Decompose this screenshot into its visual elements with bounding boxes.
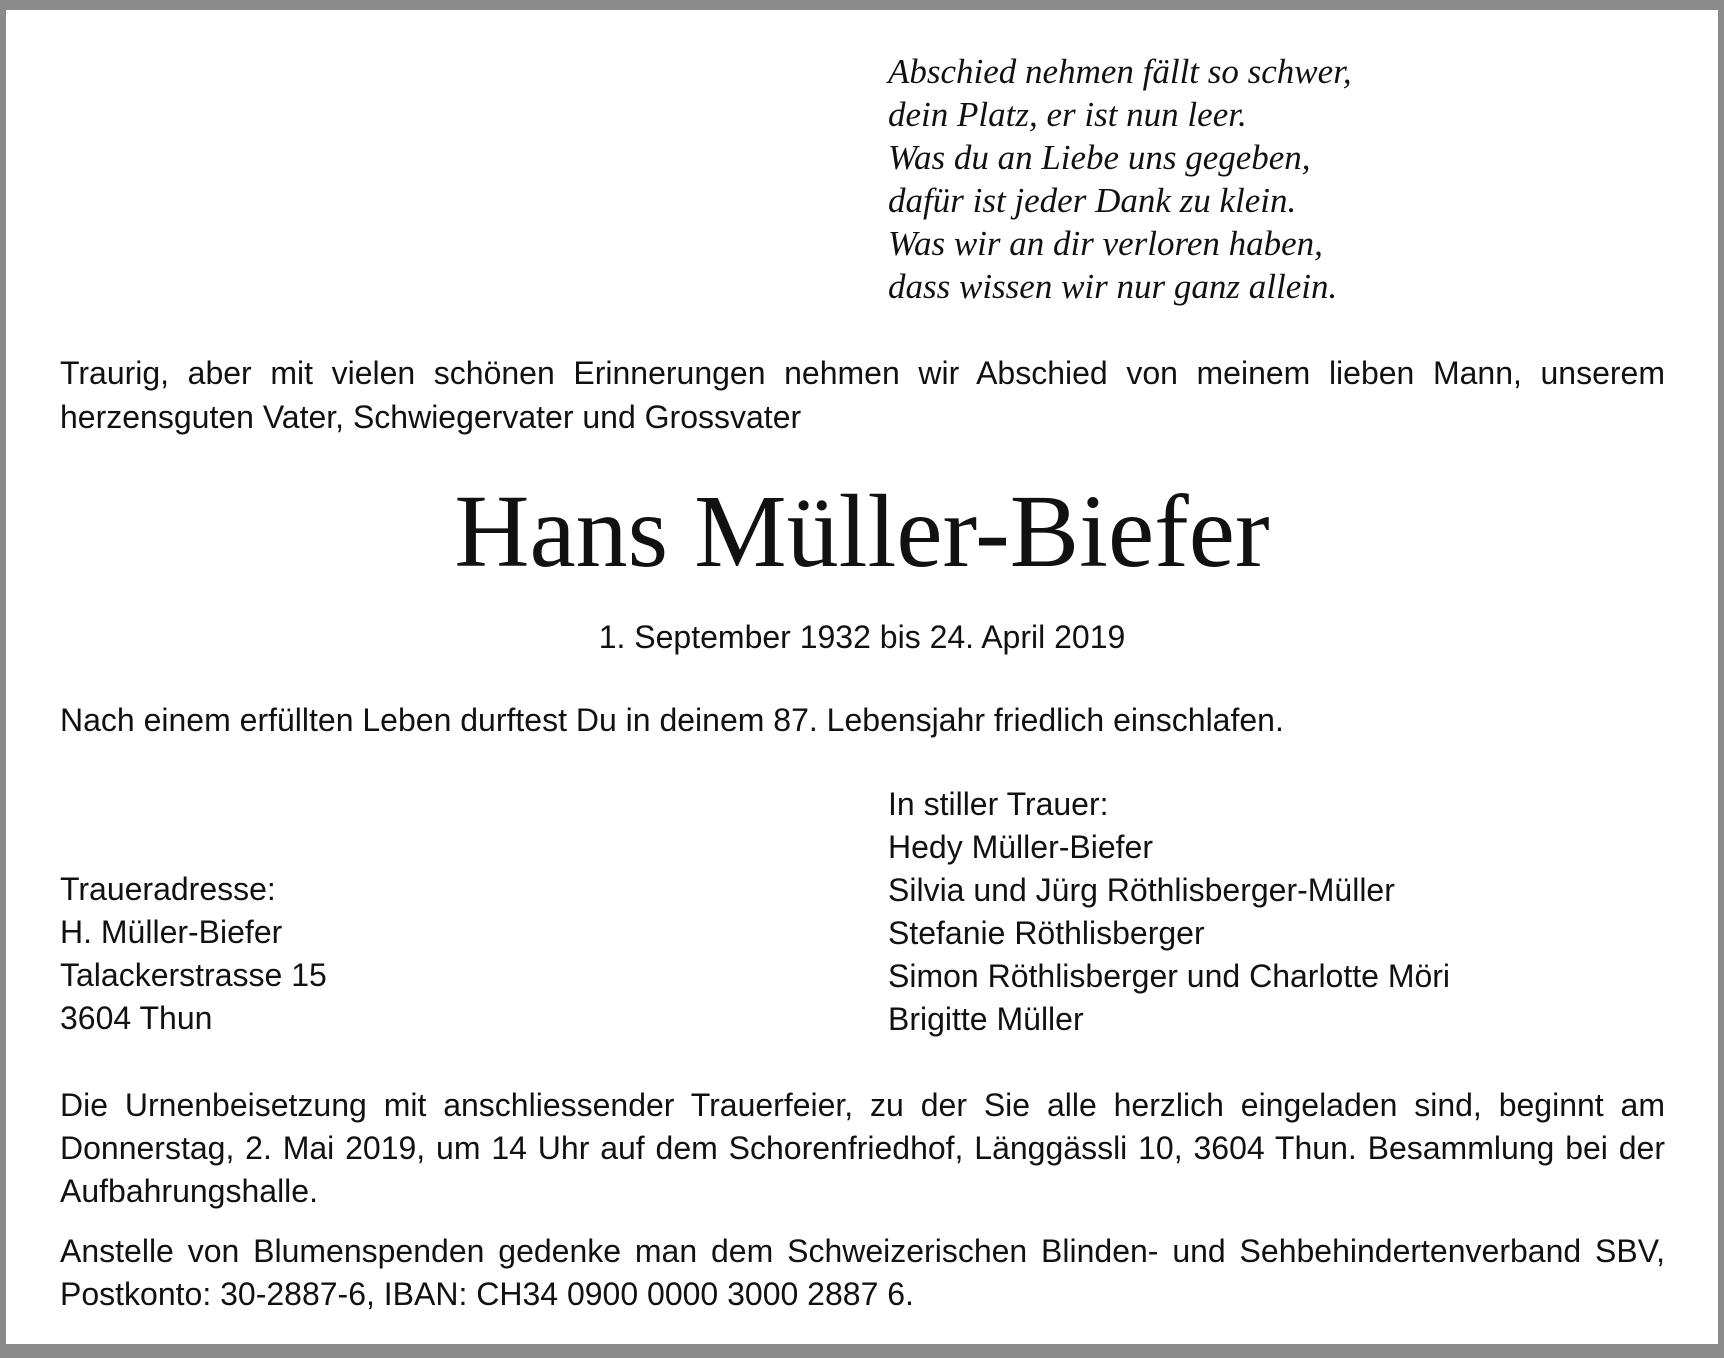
address-line: H. Müller-Biefer xyxy=(60,914,283,950)
intro-paragraph: Traurig, aber mit vielen schönen Erinnerungen nehmen wir Abschied von meinem lieben Mann, unserem herzensguten Vater, Schwiegervater und Grossvater xyxy=(60,355,1665,435)
mourner-name: Simon Röthlisberger und Charlotte Möri xyxy=(888,958,1451,994)
donation-paragraph: Anstelle von Blumenspenden gedenke man dem Schweizerischen Blinden- und Sehbehindertenverband SBV, Postkonto: 30-2887-6, IBAN: CH34 0900 0000 3000 2887 6. xyxy=(60,1233,1665,1312)
poem-line: Was du an Liebe uns gegeben, xyxy=(888,138,1311,177)
life-dates: 1. September 1932 bis 24. April 2019 xyxy=(598,619,1126,655)
poem-line: Abschied nehmen fällt so schwer, xyxy=(888,52,1352,91)
mourners-heading: In stiller Trauer: xyxy=(888,786,1109,822)
address-line: Talackerstrasse 15 xyxy=(60,957,327,993)
mourners-list xyxy=(888,783,1450,1041)
poem-line: dafür ist jeder Dank zu klein. xyxy=(888,181,1297,220)
funeral-service-paragraph: Die Urnenbeisetzung mit anschliessender Trauerfeier, zu der Sie alle herzlich eingeladen sind, beginnt am Donnerstag, 2. Mai 2019, um 14 Uhr auf dem Schorenfriedhof, Länggässli 10, 3604 Thun. Besammlung bei der Aufbahrungshalle. xyxy=(60,1087,1665,1209)
deceased-name: Hans Müller-Biefer xyxy=(454,474,1270,589)
life-statement: Nach einem erfüllten Leben durftest Du in deinem 87. Lebensjahr friedlich einschlafen. xyxy=(60,702,1284,738)
mourner-name: Brigitte Müller xyxy=(888,1001,1084,1037)
mourner-name: Silvia und Jürg Röthlisberger-Müller xyxy=(888,872,1395,908)
mourner-name: Stefanie Röthlisberger xyxy=(888,915,1205,951)
address-line: 3604 Thun xyxy=(60,1000,213,1036)
poem-line: Was wir an dir verloren haben, xyxy=(888,224,1323,263)
poem-line: dein Platz, er ist nun leer. xyxy=(888,95,1247,134)
memorial-poem xyxy=(888,50,1352,308)
address-heading: Traueradresse: xyxy=(60,871,276,907)
obituary-notice xyxy=(6,10,1718,1344)
mourning-address xyxy=(60,868,327,1040)
mourner-name: Hedy Müller-Biefer xyxy=(888,829,1153,865)
poem-line: dass wissen wir nur ganz allein. xyxy=(888,267,1338,306)
